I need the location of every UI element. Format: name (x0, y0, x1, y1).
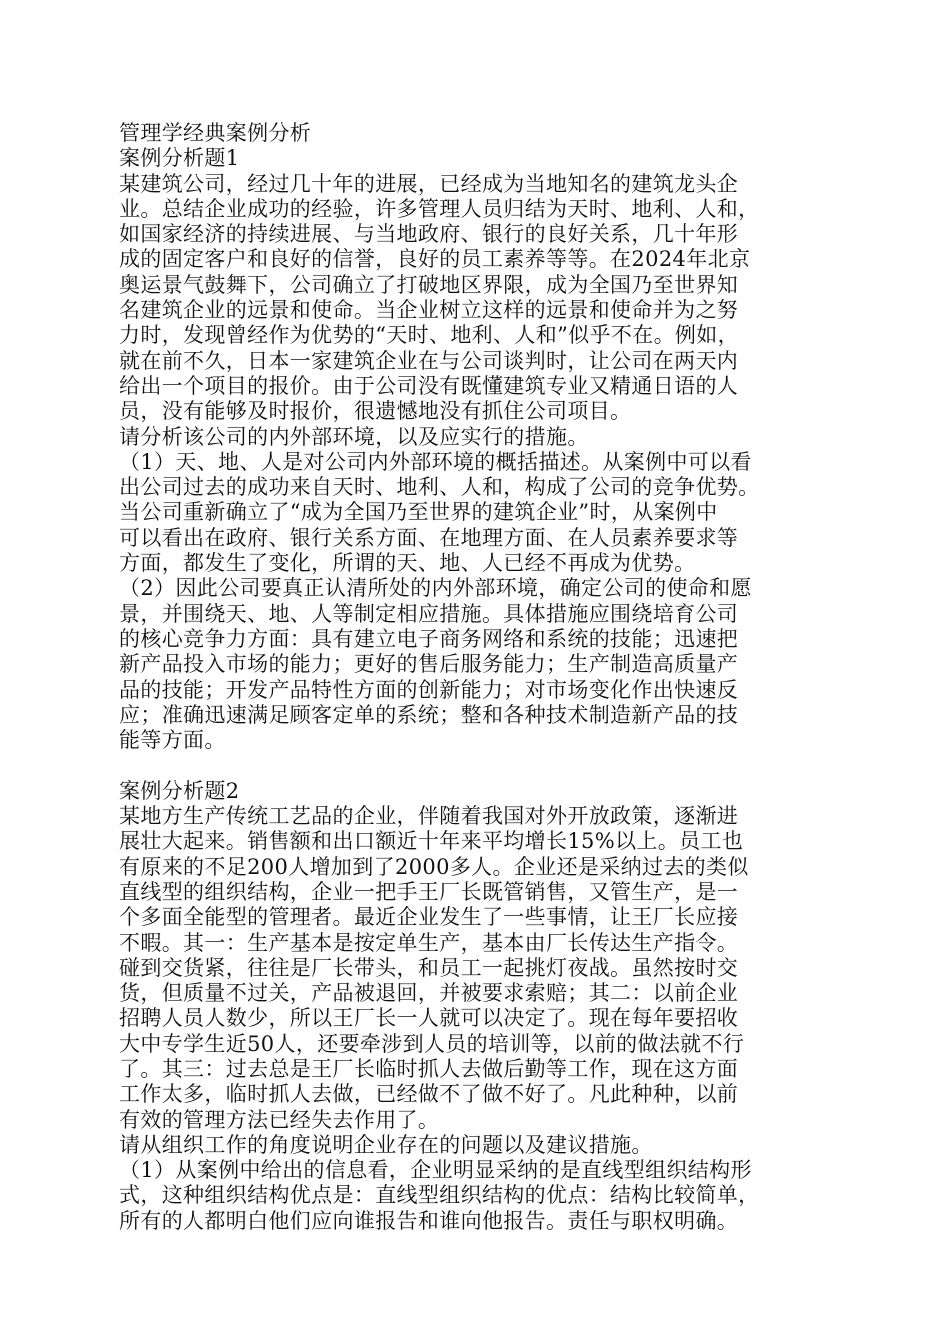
text-line: 不暇。其一：生产基本是按定单生产，基本由厂长传达生产指令。 (119, 930, 739, 955)
text-line: 请从组织工作的角度说明企业存在的问题以及建议措施。 (119, 1132, 653, 1157)
text-line: 如国家经济的持续进展、与当地政府、银行的良好关系，几十年形 (119, 222, 739, 247)
text-line: 所有的人都明白他们应向谁报告和谁向他报告。责任与职权明确。 (119, 1208, 739, 1233)
text-line: （1）从案例中给出的信息看，企业明显采纳的是直线型组织结构形 (119, 1158, 752, 1183)
blank-line (119, 753, 825, 778)
text-line: 案例分析题1 (119, 146, 240, 171)
text-line: 有效的管理方法已经失去作用了。 (119, 1107, 440, 1132)
text-line: 个多面全能型的管理者。最近企业发生了一些事情，让王厂长应接 (119, 905, 739, 930)
text-line: 名建筑企业的远景和使命。当企业树立这样的远景和使命并为之努 (119, 298, 739, 323)
document-title: 管理学经典案例分析 (119, 121, 312, 145)
text-line: 奥运景气鼓舞下，公司确立了打破地区界限，成为全国乃至世界知 (119, 272, 739, 297)
text-line: 了。其三：过去总是王厂长临时抓人去做后勤等工作，现在这方面 (119, 1056, 739, 1081)
text-line: 工作太多，临时抓人去做，已经做不了做不好了。凡此种种，以前 (119, 1082, 739, 1107)
text-line: 有原来的不足200人增加到了2000多人。企业还是采纳过去的类似 (119, 854, 749, 879)
text-line: 品的技能；开发产品特性方面的创新能力；对市场变化作出快速反 (119, 677, 739, 702)
text-line: 应；准确迅速满足顾客定单的系统；整和各种技术制造新产品的技 (119, 702, 739, 727)
text-line: 可以看出在政府、银行关系方面、在地理方面、在人员素养要求等 (119, 525, 739, 550)
text-line: 就在前不久，日本一家建筑企业在与公司谈判时，让公司在两天内 (119, 348, 739, 373)
text-line: 能等方面。 (119, 728, 226, 753)
text-line: 案例分析题2 (119, 778, 240, 803)
text-line: 直线型的组织结构，企业一把手王厂长既管销售，又管生产，是一 (119, 879, 739, 904)
text-line: 的核心竞争力方面：具有建立电子商务网络和系统的技能；迅速把 (119, 626, 739, 651)
text-line: 给出一个项目的报价。由于公司没有既懂建筑专业又精通日语的人 (119, 373, 739, 398)
text-line: 业。总结企业成功的经验，许多管理人员归结为天时、地利、人和， (119, 196, 760, 221)
text-line: 展壮大起来。销售额和出口额近十年来平均增长15%以上。员工也 (119, 829, 744, 854)
text-line: 成的固定客户和良好的信誉，良好的员工素养等等。在2024年北京 (119, 247, 751, 272)
text-line: 某地方生产传统工艺品的企业，伴随着我国对外开放政策，逐渐进 (119, 804, 739, 829)
text-line: 当公司重新确立了“成为全国乃至世界的建筑企业”时，从案例中 (119, 500, 718, 525)
text-line: 碰到交货紧，往往是厂长带头，和员工一起挑灯夜战。虽然按时交 (119, 955, 739, 980)
document-body (119, 121, 825, 1234)
text-line: 出公司过去的成功来自天时、地利、人和，构成了公司的竞争优势。 (119, 475, 760, 500)
text-line: 招聘人员人数少，所以王厂长一人就可以决定了。现在每年要招收 (119, 1006, 739, 1031)
text-line: （2）因此公司要真正认清所处的内外部环境，确定公司的使命和愿 (119, 576, 752, 601)
text-line: 货，但质量不过关，产品被退回，并被要求索赔；其二：以前企业 (119, 981, 739, 1006)
text-line: 请分析该公司的内外部环境，以及应实行的措施。 (119, 424, 589, 449)
text-line: 大中专学生近50人，还要牵涉到人员的培训等，以前的做法就不行 (119, 1031, 745, 1056)
text-line: 方面，都发生了变化，所谓的天、地、人已经不再成为优势。 (119, 551, 696, 576)
text-line: 员，没有能够及时报价，很遗憾地没有抓住公司项目。 (119, 399, 632, 424)
text-line: 景，并围绕天、地、人等制定相应措施。具体措施应围绕培育公司 (119, 601, 739, 626)
text-line: （1）天、地、人是对公司内外部环境的概括描述。从案例中可以看 (119, 449, 752, 474)
text-line: 某建筑公司，经过几十年的进展，已经成为当地知名的建筑龙头企 (119, 171, 739, 196)
text-line: 式，这种组织结构优点是：直线型组织结构的优点：结构比较简单， (119, 1183, 760, 1208)
text-line: 力时，发现曾经作为优势的“天时、地利、人和”似乎不在。例如， (119, 323, 739, 348)
text-line: 新产品投入市场的能力；更好的售后服务能力；生产制造高质量产 (119, 652, 739, 677)
